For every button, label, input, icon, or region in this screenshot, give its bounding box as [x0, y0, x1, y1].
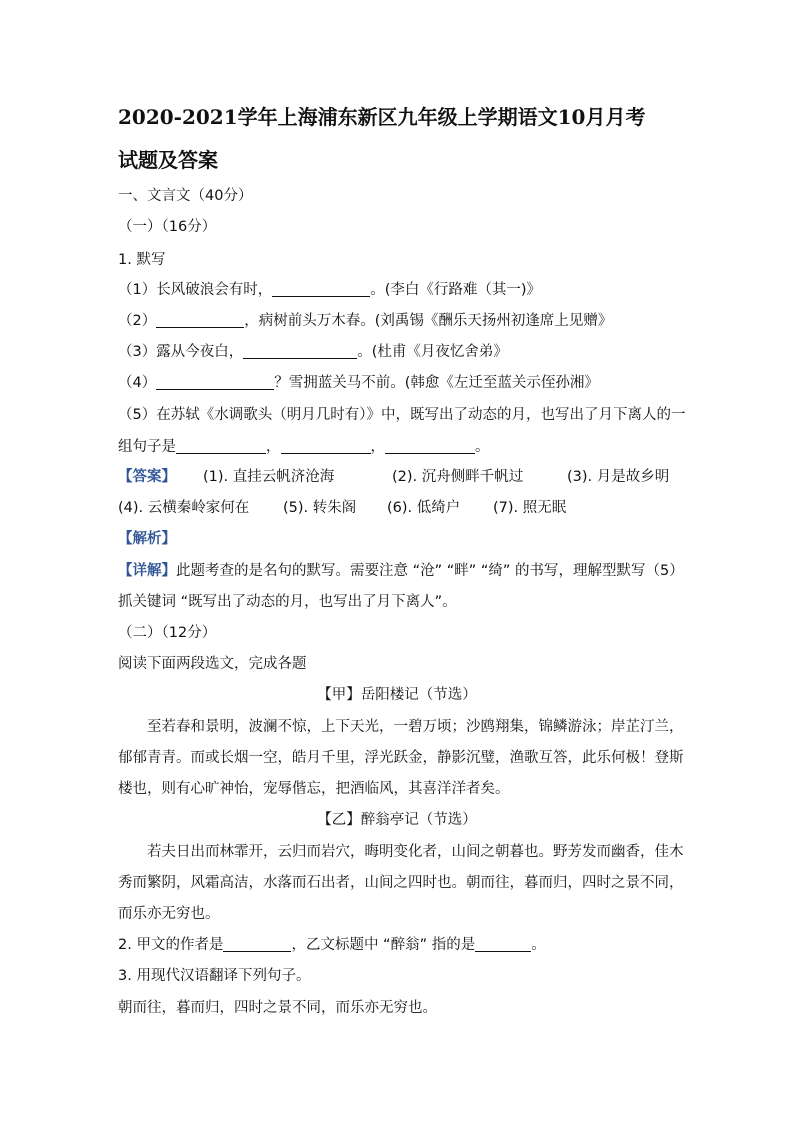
- fill-item-3-suffix: 。(杜甫《月夜忆舍弟》: [357, 344, 508, 360]
- question-2: [118, 935, 546, 955]
- answer-blank[interactable]: [156, 312, 244, 328]
- answer-label: 【答案】: [118, 469, 176, 485]
- section-heading: 一、文言文（40分）: [118, 188, 253, 204]
- detail-line-2: 抓关键词 “既写出了动态的月，也写出了月下离人”。: [118, 594, 457, 610]
- answer-blank[interactable]: [156, 374, 274, 390]
- passage-jia-line-3: 楼也，则有心旷神怡，宠辱偕忘，把酒临风，其喜洋洋者矣。: [118, 781, 510, 797]
- passage-yi-line-1: 若夫日出而林霏开，云归而岩穴，晦明变化者，山间之朝暮也。野芳发而幽香，佳木: [147, 844, 684, 860]
- passage-jia-title: 【甲】岳阳楼记（节选）: [317, 687, 477, 703]
- answer-blank[interactable]: [385, 438, 475, 454]
- fill-item-2-prefix: （2）: [118, 313, 157, 329]
- detail-line-1: [118, 561, 684, 581]
- answer-item-2: (2). 沉舟侧畔千帆过: [392, 469, 524, 485]
- passage-yi-line-3: 而乐亦无穷也。: [118, 906, 220, 922]
- fill-item-1-prefix: （1）长风破浪会有时，: [118, 282, 273, 298]
- answer-item-7: (7). 照无眠: [493, 500, 567, 516]
- fill-item-3: [118, 342, 508, 362]
- document-title-line1: 2020-2021学年上海浦东新区九年级上学期语文10月月考: [118, 105, 646, 129]
- answer-blank[interactable]: [223, 936, 291, 952]
- fill-item-5-sep2: ，: [370, 439, 385, 455]
- answer-item-5: (5). 转朱阁: [283, 500, 357, 516]
- answer-blank[interactable]: [243, 343, 357, 359]
- answer-blank[interactable]: [176, 438, 266, 454]
- passage-jia-line-2: 郁郁青青。而或长烟一空，皓月千里，浮光跃金，静影沉璧，渔歌互答，此乐何极！登斯: [118, 750, 684, 766]
- passage-yi-title: 【乙】醉翁亭记（节选）: [317, 812, 477, 828]
- fill-item-1: [118, 280, 541, 300]
- answer-item-1: (1). 直挂云帆济沧海: [203, 469, 335, 485]
- fill-item-2-suffix: ，病树前头万木春。(刘禹锡《酬乐天扬州初逢席上见赠》: [244, 313, 613, 329]
- question-2-end: 。: [531, 937, 546, 953]
- fill-item-1-suffix: 。(李白《行路难（其一)》: [370, 282, 542, 298]
- fill-item-3-prefix: （3）露从今夜白，: [118, 344, 244, 360]
- answer-item-6: (6). 低绮户: [387, 500, 461, 516]
- detail-text-1: 此题考查的是名句的默写。需要注意 “沧” “畔” “绮” 的书写，理解型默写（5）: [176, 563, 684, 579]
- detail-label: 【详解】: [118, 563, 176, 579]
- question-2-prefix: 2. 甲文的作者是: [118, 937, 224, 953]
- answer-blank[interactable]: [281, 438, 371, 454]
- passage-yi-line-2: 秀而繁阴，风霜高洁，水落而石出者，山间之四时也。朝而往，暮而归，四时之景不同，: [118, 875, 684, 891]
- part-heading-1: （一）（16分）: [118, 219, 217, 235]
- fill-item-4: [118, 373, 599, 393]
- fill-item-4-prefix: （4）: [118, 375, 157, 391]
- answer-blank[interactable]: [272, 281, 370, 297]
- fill-item-5-sep1: ，: [266, 439, 281, 455]
- fill-item-2: [118, 311, 612, 331]
- question-3-sentence: 朝而往，暮而归，四时之景不同，而乐亦无穷也。: [118, 1000, 437, 1016]
- question-3: 3. 用现代汉语翻译下列句子。: [118, 968, 311, 984]
- answer-blank[interactable]: [475, 936, 531, 952]
- question-1: 1. 默写: [118, 252, 166, 268]
- answer-item-3: (3). 月是故乡明: [567, 469, 670, 485]
- answer-item-4: (4). 云横秦岭家何在: [118, 500, 250, 516]
- fill-item-5-line1: （5）在苏轼《水调歌头（明月几时有）》中，既写出了动态的月，也写出了月下离人的一: [118, 407, 686, 423]
- document-title-line2: 试题及答案: [118, 148, 218, 172]
- fill-item-4-suffix: ？雪拥蓝关马不前。(韩愈《左迁至蓝关示侄孙湘》: [274, 375, 599, 391]
- fill-item-5-line2: [118, 437, 490, 457]
- reading-instruction: 阅读下面两段选文，完成各题: [118, 656, 307, 672]
- fill-item-5-end: 。: [475, 439, 490, 455]
- analysis-label: 【解析】: [118, 531, 176, 547]
- question-2-middle: ，乙文标题中 “醉翁” 指的是: [291, 937, 476, 953]
- fill-item-5-prefix: 组句子是: [118, 439, 176, 455]
- passage-jia-line-1: 至若春和景明，波澜不惊，上下天光，一碧万顷；沙鸥翔集，锦鳞游泳；岸芷汀兰，: [147, 719, 684, 735]
- part-heading-2: （二）（12分）: [118, 625, 217, 641]
